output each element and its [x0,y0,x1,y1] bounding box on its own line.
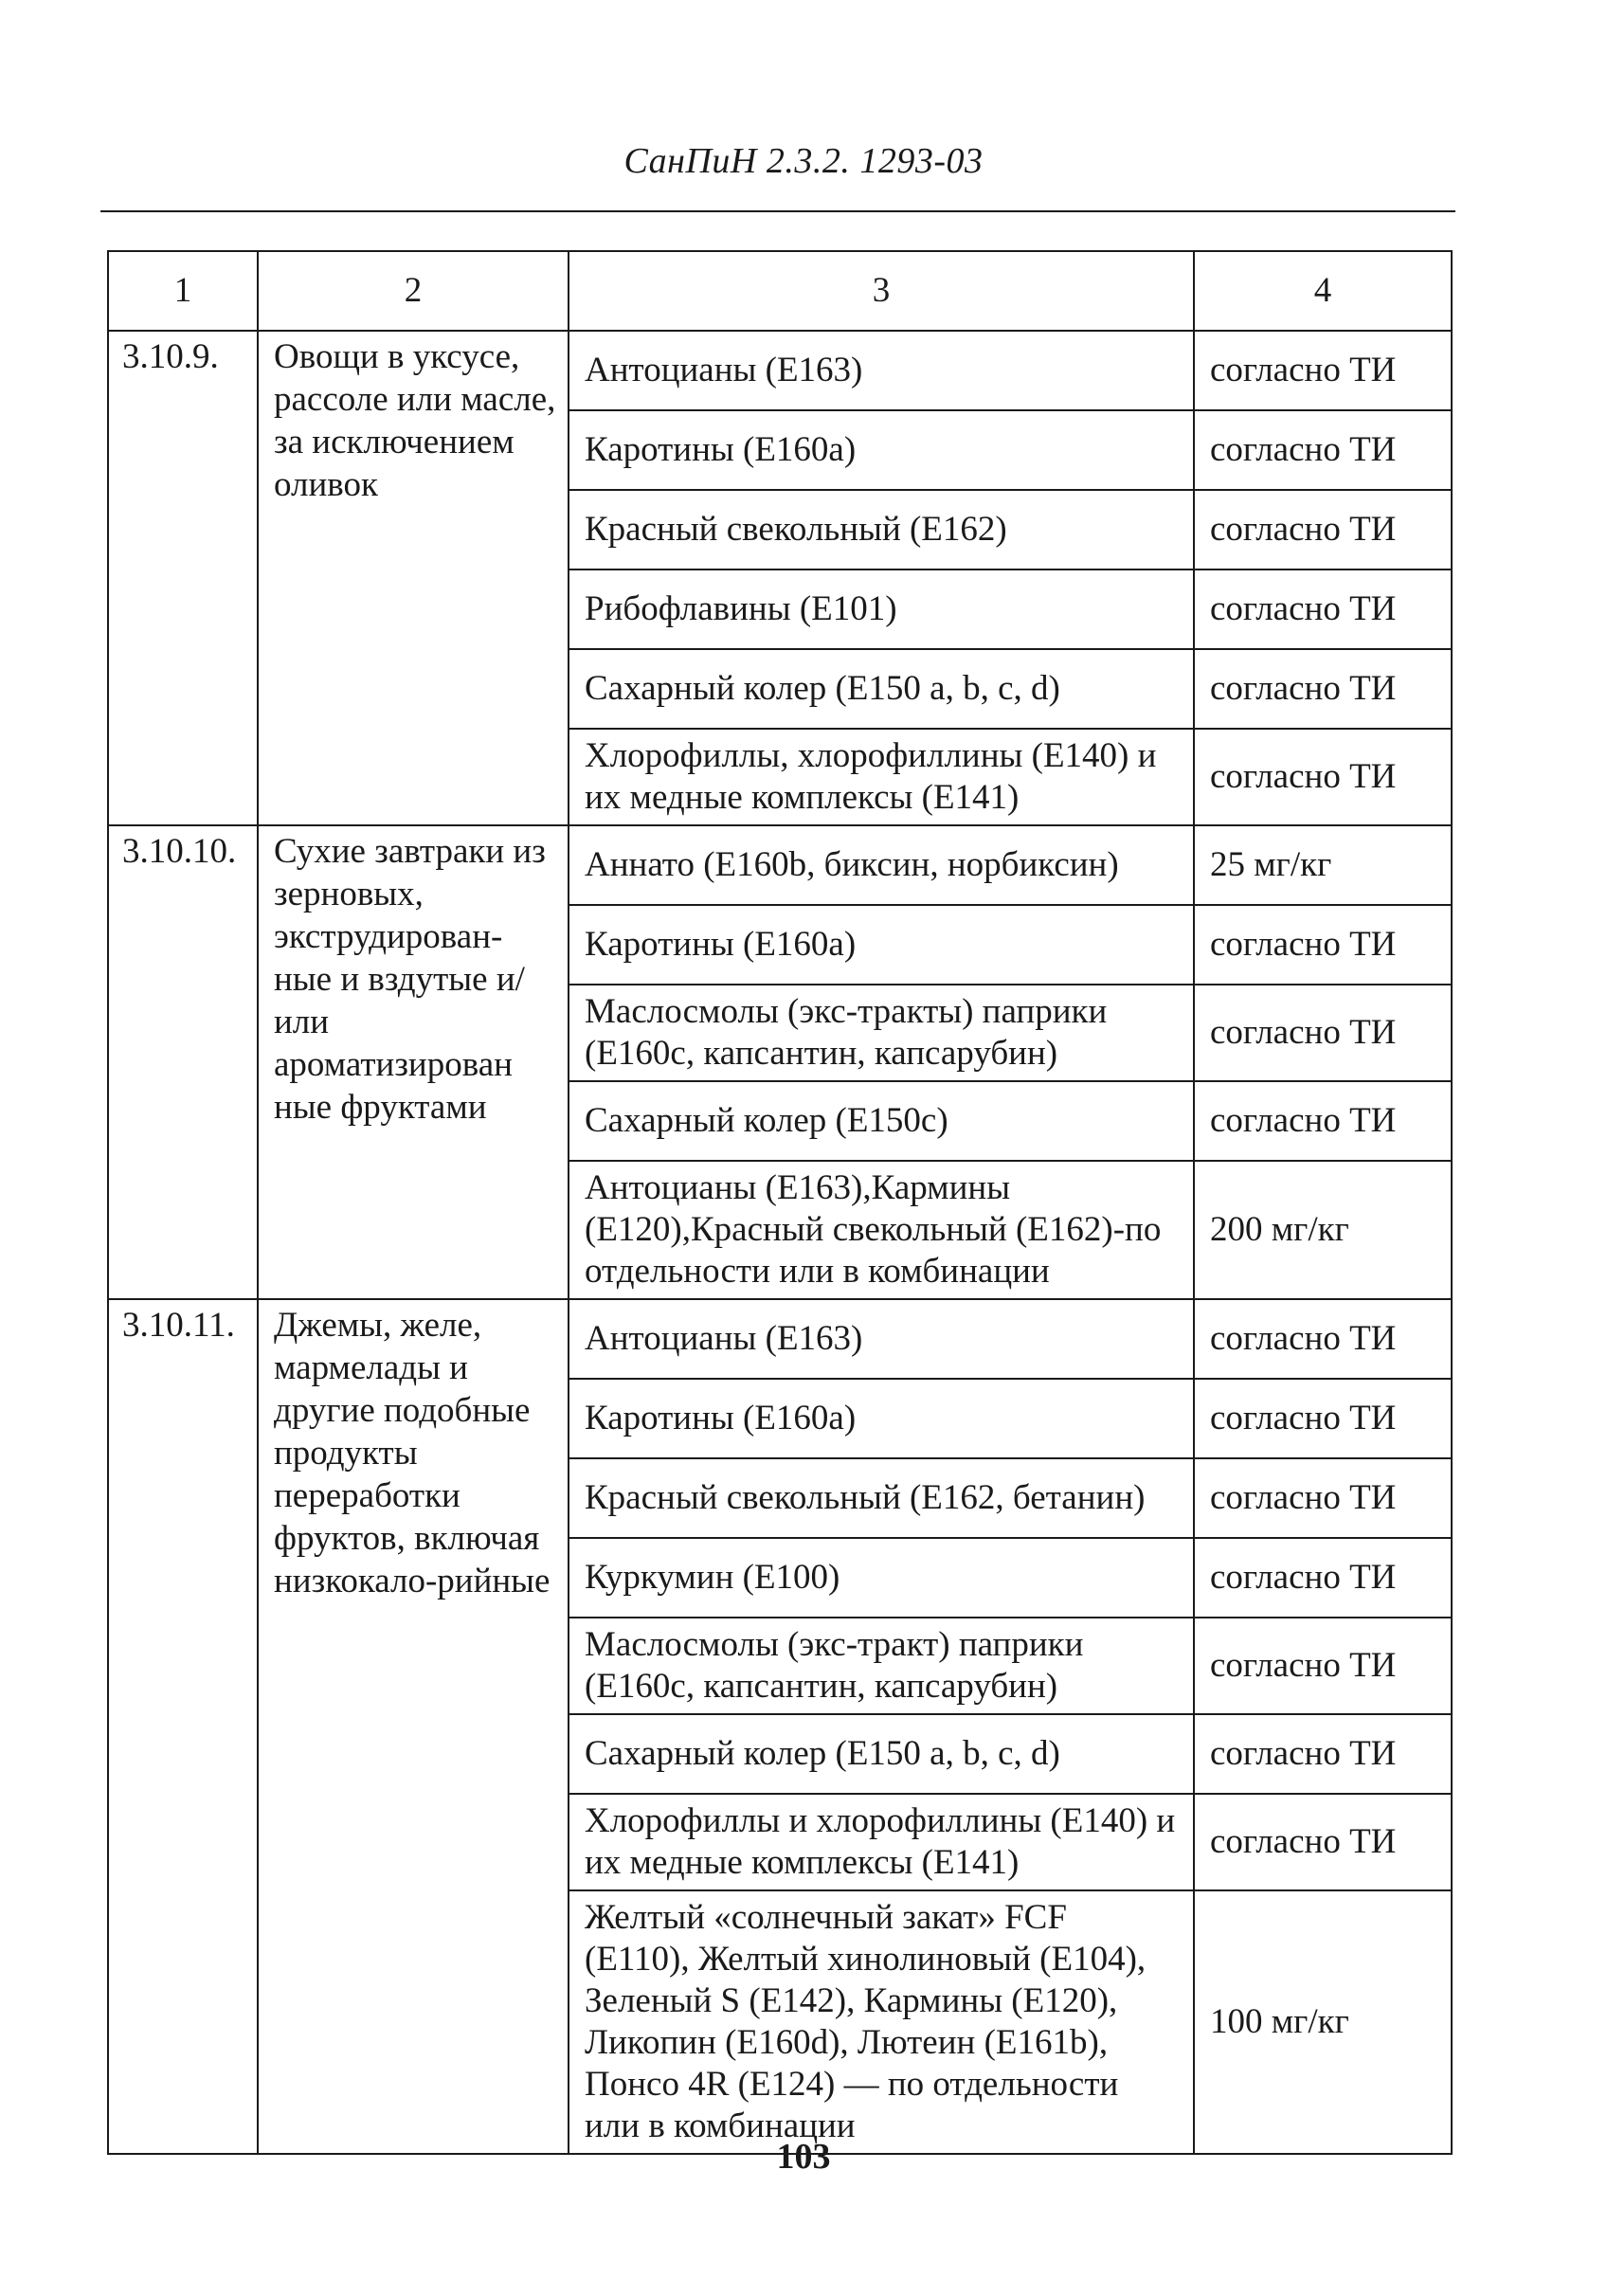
max-level: согласно ТИ [1194,729,1452,825]
header-rule [100,210,1455,212]
additive-name: Хлорофиллы и хлорофиллины (Е140) и их медные комплексы (Е141) [569,1794,1194,1890]
max-level: согласно ТИ [1194,1714,1452,1794]
page-number: 103 [776,2137,831,2177]
item-number: 3.10.10. [108,825,258,1299]
additive-name: Желтый «солнечный закат» FCF (Е110), Желтый хинолиновый (Е104), Зеленый S (Е142), Кармины (Е120), Ликопин (Е160d), Лютеин (Е161b), Понсо 4R (Е124) — по отдельности или в комбинации [569,1890,1194,2154]
product-description: Овощи в уксусе, рассоле или масле, за исключением оливок [258,331,569,825]
max-level: согласно ТИ [1194,569,1452,649]
additive-name: Хлорофиллы, хлорофиллины (Е140) и их медные комплексы (Е141) [569,729,1194,825]
additive-name: Каротины (Е160а) [569,1379,1194,1458]
additive-name: Каротины (Е160а) [569,905,1194,985]
additive-name: Антоцианы (Е163) [569,1299,1194,1379]
max-level: согласно ТИ [1194,1081,1452,1161]
max-level: согласно ТИ [1194,1379,1452,1458]
max-level: 100 мг/кг [1194,1890,1452,2154]
additive-name: Аннато (Е160b, биксин, норбиксин) [569,825,1194,905]
max-level: согласно ТИ [1194,1538,1452,1618]
item-number: 3.10.11. [108,1299,258,2154]
column-header: 2 [258,251,569,331]
max-level: согласно ТИ [1194,985,1452,1081]
additive-name: Каротины (Е160а) [569,410,1194,490]
additive-name: Антоцианы (Е163),Кармины (Е120),Красный свекольный (Е162)-по отдельности или в комбинации [569,1161,1194,1299]
additive-name: Маслосмолы (экс-тракты) паприки (Е160с, капсантин, капсарубин) [569,985,1194,1081]
table-row [108,825,1452,905]
max-level: согласно ТИ [1194,410,1452,490]
max-level: 25 мг/кг [1194,825,1452,905]
column-header: 1 [108,251,258,331]
max-level: согласно ТИ [1194,331,1452,410]
product-description: Джемы, желе, мармелады и другие подобные продукты переработки фруктов, включая низкокало-рийные [258,1299,569,2154]
column-header: 3 [569,251,1194,331]
additive-name: Красный свекольный (Е162, бетанин) [569,1458,1194,1538]
additive-name: Сахарный колер (Е150 a, b, c, d) [569,1714,1194,1794]
additive-name: Куркумин (Е100) [569,1538,1194,1618]
additive-name: Антоцианы (Е163) [569,331,1194,410]
table-header-row [108,251,1452,331]
column-header: 4 [1194,251,1452,331]
max-level: согласно ТИ [1194,1618,1452,1714]
item-number: 3.10.9. [108,331,258,825]
page-header: СанПиН 2.3.2. 1293-03 [623,141,984,181]
additive-name: Сахарный колер (Е150с) [569,1081,1194,1161]
max-level: 200 мг/кг [1194,1161,1452,1299]
additive-name: Рибофлавины (Е101) [569,569,1194,649]
product-description: Сухие завтраки из зерновых, экструдирован-ные и вздутые и/или ароматизирован ные фруктами [258,825,569,1299]
additive-name: Маслосмолы (экс-тракт) паприки (Е160с, капсантин, капсарубин) [569,1618,1194,1714]
table-row [108,331,1452,410]
table-row [108,1299,1452,1379]
max-level: согласно ТИ [1194,905,1452,985]
additives-table [107,250,1453,2155]
max-level: согласно ТИ [1194,1458,1452,1538]
additive-name: Красный свекольный (Е162) [569,490,1194,569]
additive-name: Сахарный колер (Е150 a, b, c, d) [569,649,1194,729]
max-level: согласно ТИ [1194,490,1452,569]
max-level: согласно ТИ [1194,1299,1452,1379]
max-level: согласно ТИ [1194,1794,1452,1890]
max-level: согласно ТИ [1194,649,1452,729]
